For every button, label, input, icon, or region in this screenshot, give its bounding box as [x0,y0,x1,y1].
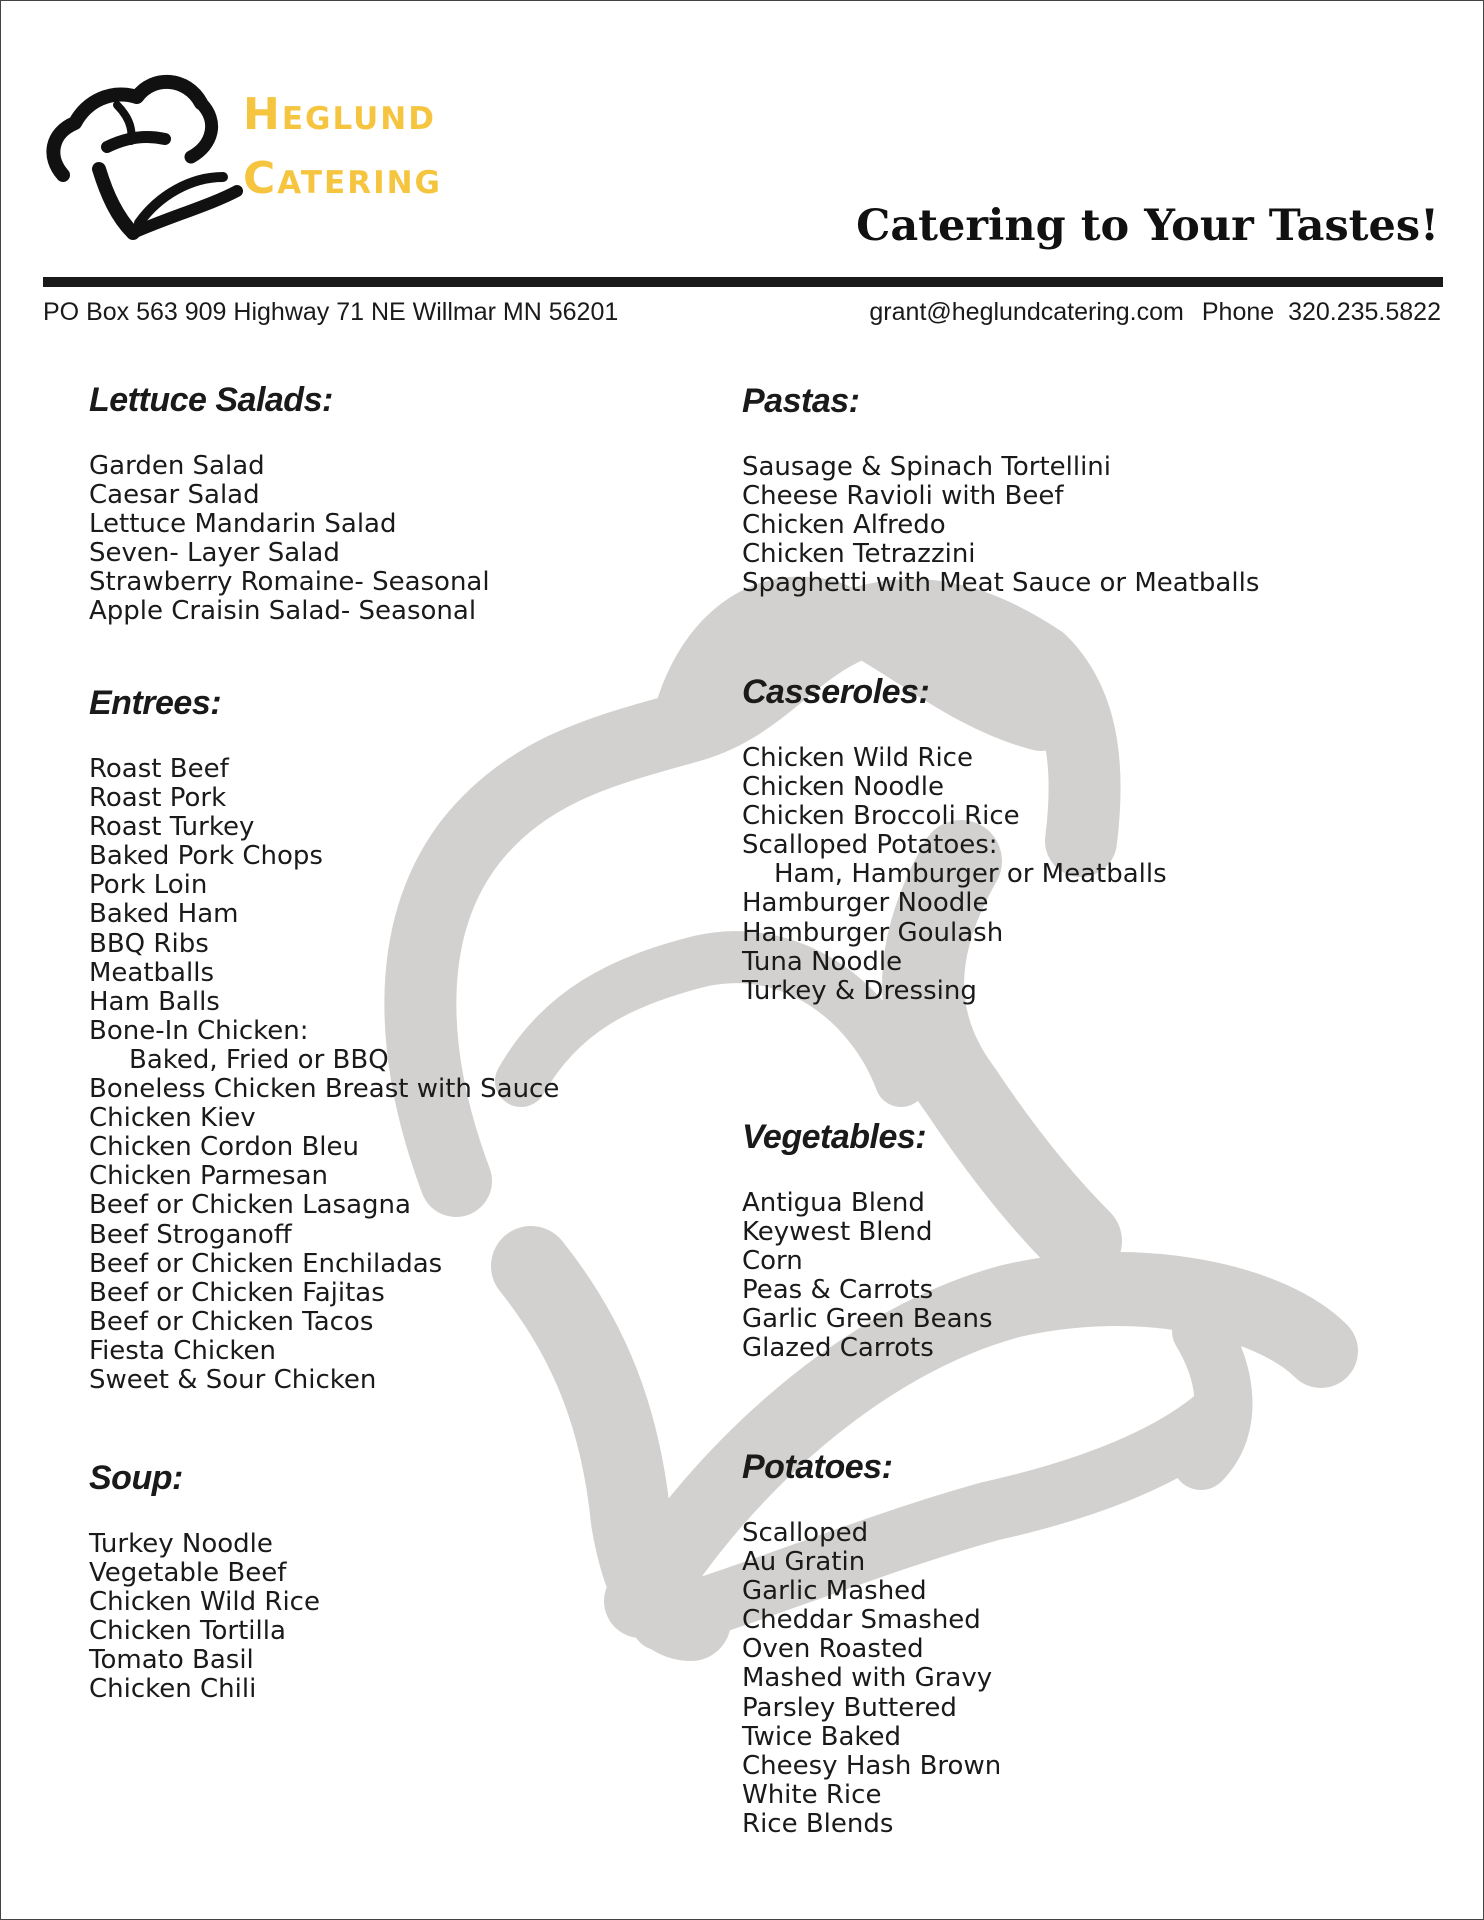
address: PO Box 563 909 Highway 71 NE Willmar MN 56201 [43,298,619,326]
chef-hat-icon [41,45,251,245]
menu-item: Ham Balls [89,986,220,1017]
menu-item: Chicken Cordon Bleu [89,1132,360,1163]
menu-item: Tuna Noodle [742,946,903,977]
menu-item: Scalloped Potatoes: [742,830,998,861]
menu-item: Chicken Alfredo [742,510,946,541]
item-list [89,755,559,1395]
menu-item: Meatballs [89,957,214,988]
menu-item: Twice Baked [742,1721,902,1752]
phone-label: Phone [1201,298,1275,326]
item-list [89,452,490,627]
menu-item: Roast Beef [89,754,229,784]
menu-item: Garden Salad [89,451,265,481]
menu-item: Garlic Mashed [742,1576,927,1607]
menu-item: Peas & Carrots [742,1275,934,1306]
menu-item: Garlic Green Beans [742,1304,993,1335]
menu-item: Scalloped [742,1518,869,1548]
menu-item: Antigua Blend [742,1188,925,1218]
menu-item-option: Ham, Hamburger or Meatballs [774,859,1167,890]
item-list [742,453,1259,598]
section-title: Vegetables: [742,1118,927,1156]
menu-item: Rice Blends [742,1808,894,1839]
menu-item: Beef or Chicken Fajitas [89,1277,385,1308]
tagline: Catering to Your Tastes! [856,201,1439,251]
menu-item: Pork Loin [89,870,208,901]
menu-item: Oven Roasted [742,1634,924,1665]
menu-item: Spaghetti with Meat Sauce or Meatballs [742,568,1260,599]
menu-item: Chicken Wild Rice [89,1587,320,1618]
section-title: Soup: [89,1459,183,1497]
menu-item: Beef Stroganoff [89,1219,292,1250]
menu-item: Roast Pork [89,783,227,814]
menu-item: Beef or Chicken Tacos [89,1306,374,1337]
email-link[interactable]: grant@heglundcatering.com [869,298,1184,326]
menu-item: Au Gratin [742,1547,866,1578]
menu-item: Chicken Chili [89,1674,257,1705]
menu-item: Beef or Chicken Enchiladas [89,1248,443,1279]
menu-item: Tomato Basil [89,1645,254,1676]
section-casseroles [742,673,1167,1006]
menu-item: Chicken Noodle [742,772,945,803]
section-soup [89,1459,320,1705]
item-list [742,1189,993,1364]
section-lettuce-salads [89,381,490,627]
item-list [89,1530,320,1705]
menu-item: Keywest Blend [742,1217,933,1248]
menu-item: Baked Pork Chops [89,841,323,872]
brand-name [243,89,442,204]
menu-item: Cheddar Smashed [742,1605,981,1636]
menu-item: Lettuce Mandarin Salad [89,509,397,540]
section-vegetables [742,1118,993,1364]
menu-item: Baked Ham [89,899,239,930]
menu-item: Cheese Ravioli with Beef [742,481,1064,512]
menu-item: Glazed Carrots [742,1333,934,1364]
menu-item: Turkey & Dressing [742,975,977,1006]
menu-item: Sausage & Spinach Tortellini [742,452,1112,482]
menu-item: Parsley Buttered [742,1692,957,1723]
section-title: Potatoes: [742,1448,893,1486]
menu-item: Chicken Wild Rice [742,743,973,773]
menu-item: Turkey Noodle [89,1529,273,1559]
section-title: Entrees: [89,684,222,722]
menu-item: Hamburger Goulash [742,917,1004,948]
menu-item: Chicken Parmesan [89,1161,328,1192]
header-divider [43,277,1443,287]
menu-item: Cheesy Hash Brown [742,1750,1002,1781]
menu-item: Fiesta Chicken [89,1335,276,1366]
section-pastas [742,382,1259,598]
menu-item: Boneless Chicken Breast with Sauce [89,1074,560,1105]
menu-item-option: Baked, Fried or BBQ [129,1044,389,1075]
menu-item: BBQ Ribs [89,928,209,959]
section-potatoes [742,1448,1001,1839]
menu-item: Hamburger Noodle [742,888,989,919]
menu-item: Strawberry Romaine- Seasonal [89,567,490,598]
menu-item: White Rice [742,1779,882,1810]
menu-item: Chicken Tetrazzini [742,539,976,570]
menu-item: Bone-In Chicken: [89,1015,309,1046]
menu-item: Beef or Chicken Lasagna [89,1190,411,1221]
menu-item: Chicken Kiev [89,1103,256,1134]
section-title: Pastas: [742,382,860,420]
item-list [742,1519,1001,1839]
menu-item: Chicken Tortilla [89,1616,286,1647]
section-title: Lettuce Salads: [89,381,333,419]
menu-item: Corn [742,1246,803,1277]
menu-item: Mashed with Gravy [742,1663,993,1694]
section-entrees [89,684,559,1395]
menu-item: Sweet & Sour Chicken [89,1364,377,1395]
menu-item: Caesar Salad [89,480,260,511]
menu-item: Apple Craisin Salad- Seasonal [89,596,477,627]
menu-item: Vegetable Beef [89,1558,287,1589]
contact-info [869,298,1441,327]
section-title: Casseroles: [742,673,930,711]
brand-name-line1: Heglund [243,89,436,140]
menu-item: Roast Turkey [89,812,255,843]
phone-number: 320.235.5822 [1288,298,1441,326]
menu-item: Chicken Broccoli Rice [742,801,1020,832]
item-list [742,744,1167,1006]
brand-name-line2: Catering [243,153,442,204]
menu-item: Seven- Layer Salad [89,538,340,569]
